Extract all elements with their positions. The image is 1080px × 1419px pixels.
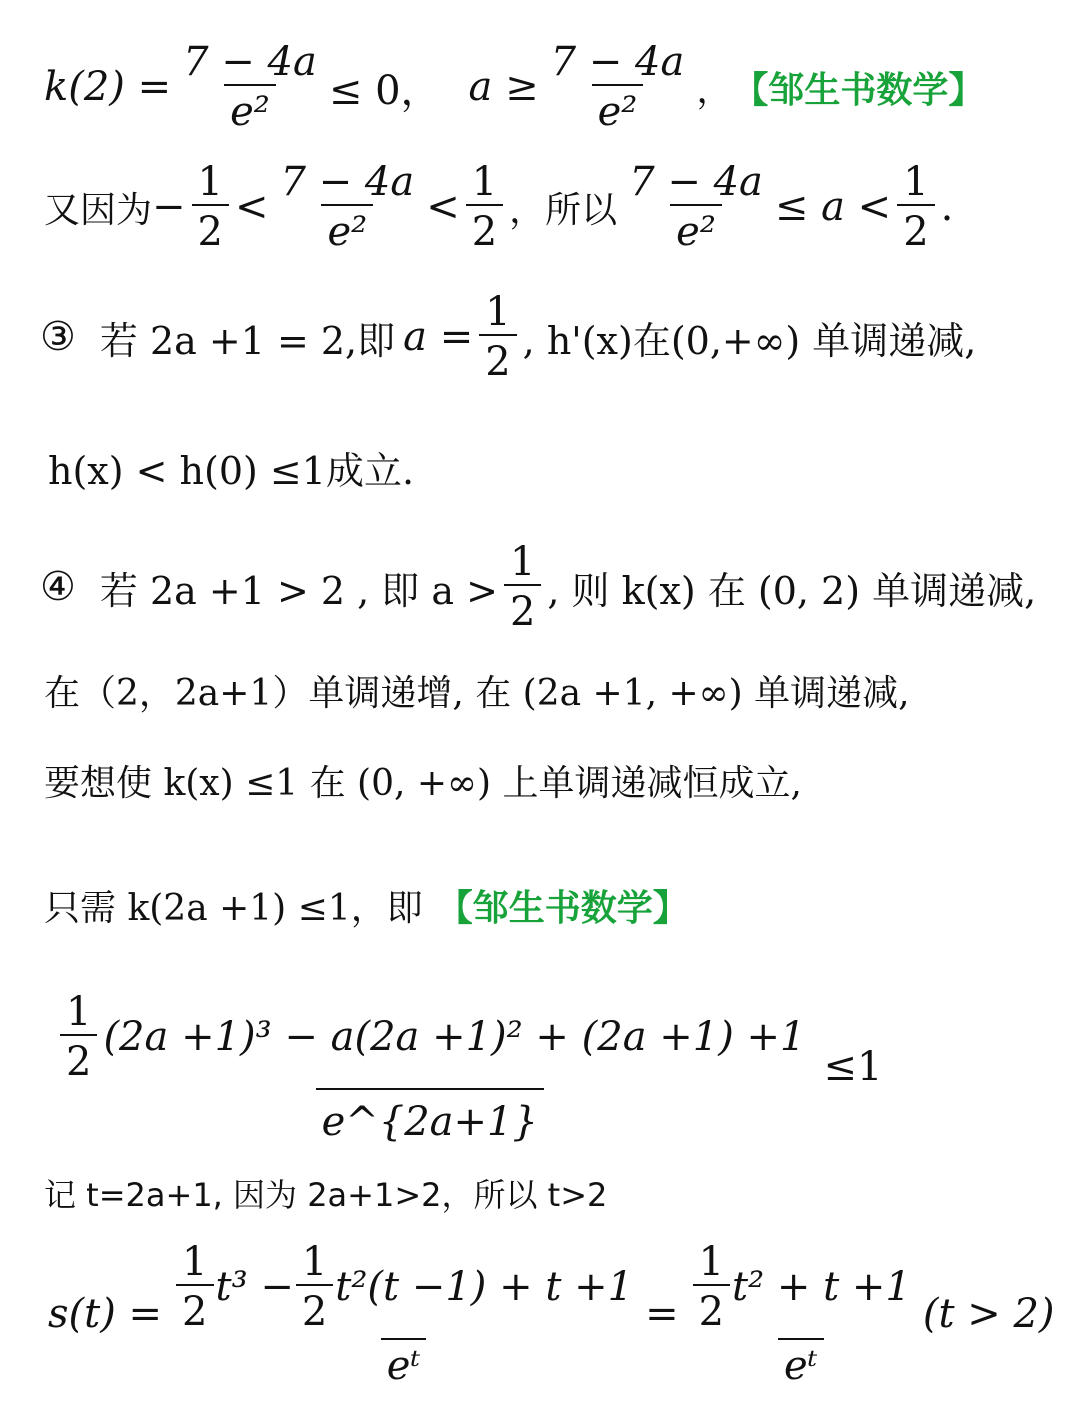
denominator: 2: [693, 1284, 730, 1334]
fraction: [693, 1240, 730, 1334]
line-9: [48, 990, 1080, 1144]
denominator: 2: [504, 584, 541, 634]
denominator: 2: [897, 204, 934, 254]
line-10: [44, 1170, 1080, 1216]
denominator: e²: [670, 204, 722, 254]
lhs: s(t) =: [48, 1291, 163, 1337]
equals-sign: =: [645, 1291, 679, 1337]
text: 若 2a +1 > 2 , 即 a >: [99, 568, 498, 613]
circled-four-icon: ④: [40, 564, 76, 610]
line-3: [40, 290, 1080, 384]
numerator: 7 − 4a: [550, 39, 685, 85]
numerator-expression: (2a +1)³ − a(2a +1)² + (2a +1) +1: [103, 1014, 806, 1060]
period: .: [940, 184, 954, 230]
text: 要想使 k(x) ≤1 在 (0, +∞) 上单调递减恒成立,: [44, 763, 802, 804]
denominator: 2: [60, 1034, 97, 1084]
denominator: e^{2a+1}: [316, 1088, 544, 1144]
text: ，所以: [509, 189, 618, 231]
numerator: 7 − 4a: [280, 159, 415, 205]
text: , h'(x)在(0,+∞) 单调递减,: [522, 318, 977, 363]
comma: ，: [696, 69, 733, 111]
denominator: e²: [224, 84, 276, 134]
denominator: 2: [479, 334, 516, 384]
fraction: [479, 290, 516, 384]
circled-three-icon: ③: [40, 314, 76, 360]
numerator: [48, 990, 812, 1088]
fraction: [296, 1240, 333, 1334]
numerator: 7 − 4a: [183, 39, 317, 85]
relation: a ≥: [468, 64, 539, 110]
big-fraction: [168, 1240, 639, 1388]
denominator: 2: [192, 204, 229, 254]
fraction: [897, 160, 934, 254]
relation: a =: [403, 314, 474, 360]
text: h(x) < h(0) ≤1成立.: [48, 449, 415, 493]
line-7: [44, 755, 1080, 806]
minus-sign: −: [152, 184, 186, 230]
denominator: 2: [466, 204, 503, 254]
line-4: [48, 440, 1080, 495]
numerator: 1: [471, 159, 498, 205]
numerator: 1: [66, 989, 92, 1035]
fraction: [466, 160, 503, 254]
line-6: [44, 665, 1080, 716]
denominator: e²: [592, 84, 644, 134]
numerator: 1: [903, 159, 929, 205]
watermark-label: 【邹生书数学】: [436, 888, 689, 929]
numerator-term: t²(t −1) + t +1: [335, 1264, 634, 1310]
fraction: [545, 40, 691, 134]
relation: <: [426, 184, 460, 230]
numerator: 1: [509, 539, 536, 585]
fraction: [176, 1240, 213, 1334]
numerator: 1: [698, 1239, 725, 1285]
line-11: [48, 1240, 1080, 1388]
fraction: [192, 160, 229, 254]
numerator: [168, 1240, 639, 1338]
fraction: [623, 160, 769, 254]
numerator: [685, 1240, 917, 1338]
relation: ≤1: [823, 1044, 883, 1090]
numerator: 1: [182, 1239, 208, 1285]
numerator: 7 − 4a: [629, 159, 763, 205]
numerator: 1: [485, 289, 511, 335]
fraction: [177, 40, 323, 134]
text: , 则 k(x) 在 (0, 2) 单调递减,: [547, 568, 1037, 613]
fraction: [504, 540, 541, 634]
condition: (t > 2): [922, 1291, 1055, 1337]
watermark-label: 【邹生书数学】: [732, 69, 985, 111]
numerator: 1: [301, 1239, 328, 1285]
line-5: [40, 540, 1080, 634]
big-fraction: [685, 1240, 917, 1388]
big-fraction: [48, 990, 812, 1144]
numerator: 1: [197, 159, 223, 205]
line-8: [44, 880, 1080, 931]
numerator-term: t³ −: [215, 1264, 294, 1310]
text: 又因为: [44, 189, 153, 231]
fraction: [60, 990, 97, 1084]
relation: ≤ a <: [774, 184, 892, 230]
text: 只需 k(2a +1) ≤1，即: [44, 888, 423, 929]
denominator: eᵗ: [778, 1338, 824, 1388]
text: 记 t=2a+1, 因为 2a+1>2，所以 t>2: [44, 1176, 608, 1214]
denominator: e²: [321, 204, 373, 254]
lhs: k(2) =: [44, 64, 172, 110]
relation: ≤ 0，: [328, 67, 441, 114]
numerator-term: t² + t +1: [732, 1264, 911, 1310]
text: 在（2，2a+1）单调递增, 在 (2a +1, +∞) 单调递减,: [44, 673, 910, 714]
line-1: [44, 40, 1080, 134]
denominator: eᵗ: [381, 1338, 427, 1388]
text: 若 2a +1 = 2,即: [99, 318, 396, 363]
line-2: [44, 160, 1080, 254]
fraction: [275, 160, 421, 254]
denominator: 2: [296, 1284, 333, 1334]
denominator: 2: [176, 1284, 213, 1334]
relation: <: [234, 184, 269, 230]
